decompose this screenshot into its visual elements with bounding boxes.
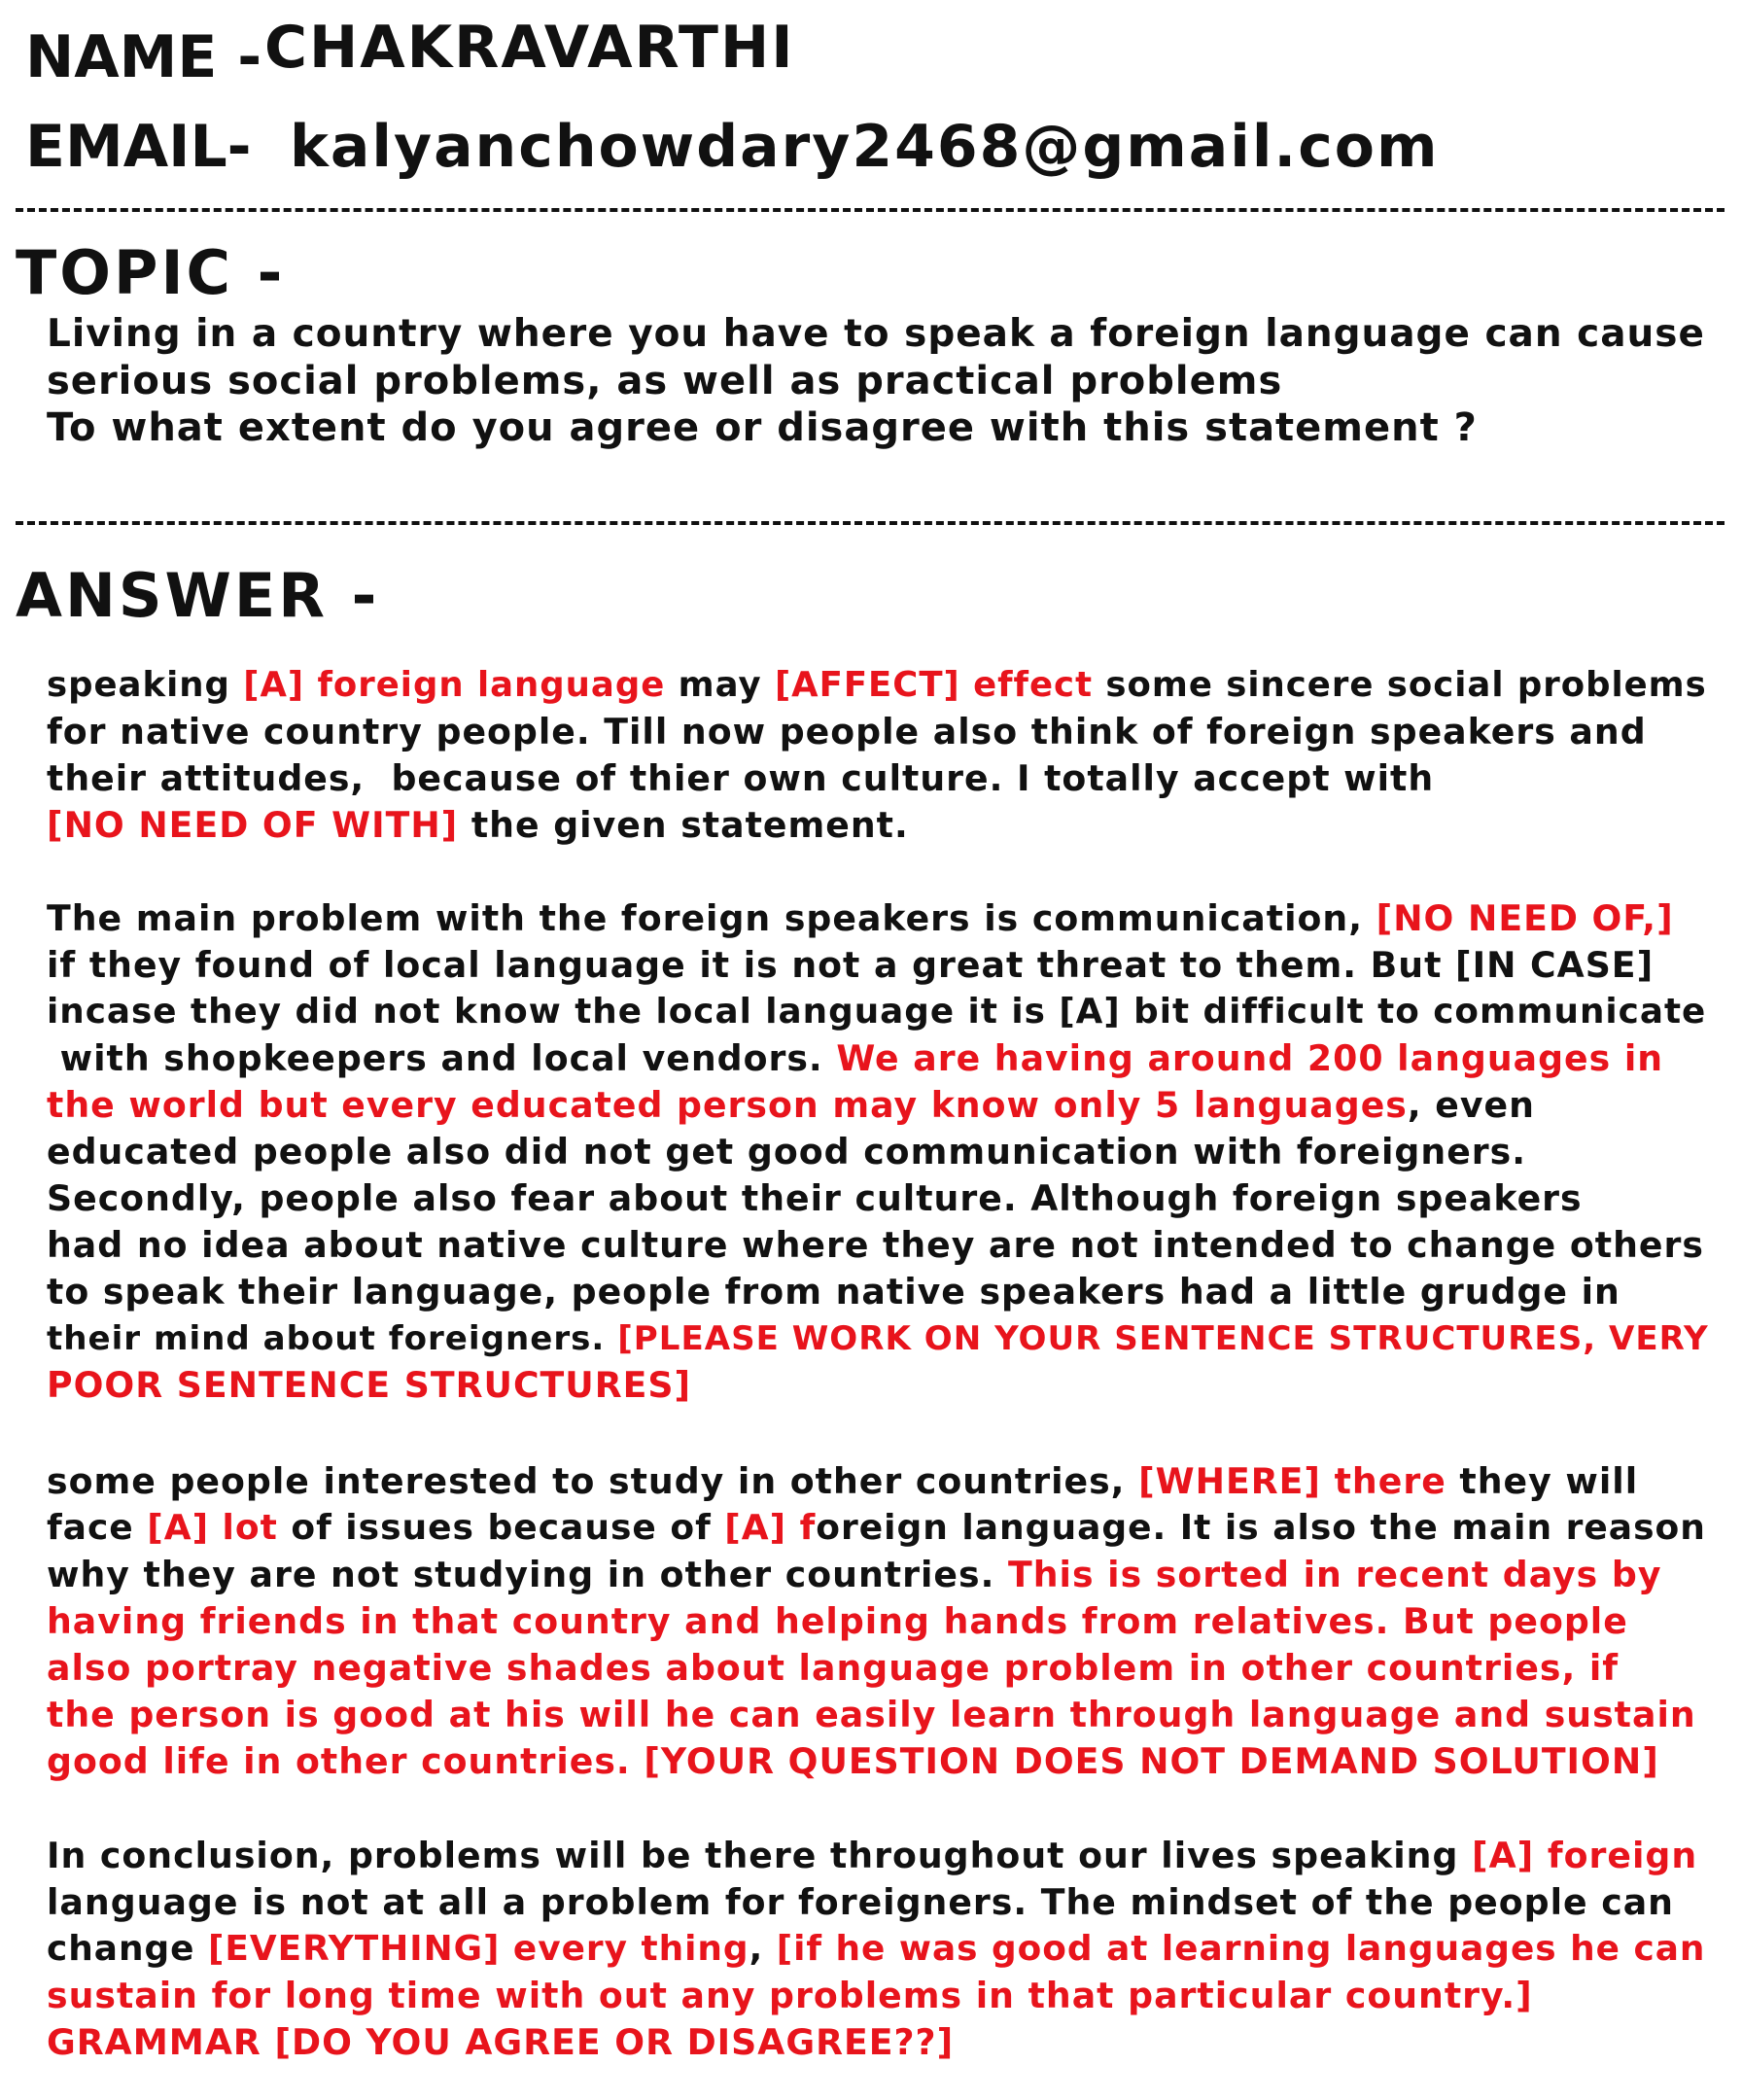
answer-line (47, 1692, 1738, 1738)
answer-line (47, 1645, 1738, 1692)
essay-text: their attitudes, because of thier own culture. I totally accept with (47, 757, 1435, 799)
answer-line (47, 1738, 1738, 1785)
answer-paragraph (47, 662, 1738, 849)
correction-text: POOR SENTENCE STRUCTURES] (47, 1364, 692, 1406)
correction-text: GRAMMAR [DO YOU AGREE OR DISAGREE??] (47, 2021, 955, 2063)
answer-line (47, 1926, 1738, 1973)
correction-text: [A] foreign (1472, 1835, 1698, 1876)
answer-heading: ANSWER - (16, 560, 380, 631)
correction-text: [NO NEED OF WITH] (47, 804, 459, 846)
correction-text: [A] f (724, 1508, 817, 1548)
essay-text: some sincere social problems (1093, 665, 1707, 705)
essay-text: why they are not studying in other countries. (47, 1554, 1008, 1595)
essay-text: with shopkeepers and local vendors. (47, 1037, 837, 1079)
answer-paragraph (47, 1833, 1738, 2066)
answer-line (47, 942, 1738, 989)
divider-middle (16, 521, 1725, 525)
essay-text: of issues because of (277, 1508, 725, 1548)
essay-text: the given statement. (458, 804, 909, 846)
correction-text: [NO NEED OF,] (1376, 897, 1674, 939)
answer-line (47, 1362, 1738, 1409)
correction-text: [PLEASE WORK ON YOUR SENTENCE STRUCTURES, VERY (617, 1319, 1709, 1358)
answer-line (47, 1315, 1738, 1362)
essay-text: Secondly, people also fear about their culture. Although foreign speakers (47, 1177, 1583, 1219)
topic-heading: TOPIC - (16, 237, 286, 308)
correction-text: This is sorted in recent days by (1007, 1554, 1662, 1595)
essay-text: In conclusion, problems will be there throughout our lives speaking (47, 1835, 1473, 1876)
answer-line (47, 709, 1738, 755)
answer-line (47, 1505, 1738, 1552)
answer-paragraph (47, 1458, 1738, 1785)
essay-text: change (47, 1929, 208, 1969)
answer-line (47, 1458, 1738, 1505)
correction-text: having friends in that country and helping hands from relatives. But people (47, 1600, 1628, 1642)
correction-text: sustain for long time with out any problems in that particular country.] (47, 1975, 1533, 2016)
essay-text: educated people also did not get good communication with foreigners. (47, 1131, 1527, 1172)
answer-line (47, 1222, 1738, 1269)
answer-line (47, 1129, 1738, 1175)
essay-text: their mind about foreigners. (47, 1319, 618, 1358)
correction-text: the person is good at his will he can easily learn through language and sustain (47, 1694, 1696, 1735)
essay-text: oreign language. It is also the main reason (816, 1508, 1706, 1548)
essay-text: , even (1407, 1084, 1535, 1126)
name-value: CHAKRAVARTHI (264, 14, 795, 82)
answer-line (47, 1973, 1738, 2019)
answer-line (47, 2019, 1738, 2066)
essay-text: , (749, 1929, 777, 1969)
essay-text: incase they did not know the local language it is [A] bit difficult to communicate (47, 992, 1707, 1032)
topic-line: serious social problems, as well as practical problems (47, 359, 1283, 403)
correction-text: [WHERE] there (1138, 1460, 1446, 1502)
email-label: EMAIL- (25, 113, 252, 181)
answer-line (47, 1269, 1738, 1315)
answer-line (47, 895, 1738, 942)
divider-top (16, 208, 1725, 212)
essay-text: if they found of local language it is not a great threat to them. But [IN CASE] (47, 944, 1655, 986)
topic-line: To what extent do you agree or disagree with this statement ? (47, 405, 1478, 450)
correction-text: good life in other countries. [YOUR QUESTION DOES NOT DEMAND SOLUTION] (47, 1740, 1659, 1782)
name-label: NAME - (25, 23, 262, 91)
answer-line (47, 1035, 1738, 1082)
essay-text: they will (1446, 1460, 1639, 1502)
essay-text: some people interested to study in other countries, (47, 1460, 1139, 1502)
answer-line (47, 802, 1738, 849)
essay-text: face (47, 1508, 148, 1548)
correction-text: [AFFECT] effect (774, 665, 1094, 705)
essay-text: language is not at all a problem for foreigners. The mindset of the people can (47, 1881, 1674, 1923)
answer-line (47, 662, 1738, 709)
answer-line (47, 1598, 1738, 1645)
answer-line (47, 1552, 1738, 1598)
answer-line (47, 1175, 1738, 1222)
correction-text: We are having around 200 languages in (836, 1037, 1664, 1079)
essay-text: speaking (47, 665, 244, 705)
answer-line (47, 1082, 1738, 1129)
correction-text: [EVERYTHING] every thing (208, 1929, 749, 1969)
answer-paragraph (47, 895, 1738, 1409)
answer-line (47, 1879, 1738, 1926)
correction-text: [A] lot (147, 1508, 278, 1548)
essay-text: The main problem with the foreign speakers is communication, (47, 897, 1376, 939)
correction-text: [A] foreign language (243, 665, 666, 705)
essay-text: to speak their language, people from native speakers had a little grudge in (47, 1271, 1620, 1312)
essay-text: had no idea about native culture where they are not intended to change others (47, 1224, 1704, 1266)
email-value: kalyanchowdary2468@gmail.com (290, 113, 1440, 181)
answer-line (47, 1833, 1738, 1879)
essay-text: for native country people. Till now people also think of foreign speakers and (47, 711, 1647, 752)
answer-line (47, 755, 1738, 802)
correction-text: the world but every educated person may know only 5 languages (47, 1084, 1408, 1126)
essay-text: may (665, 665, 775, 705)
topic-line: Living in a country where you have to speak a foreign language can cause (47, 312, 1705, 356)
correction-text: also portray negative shades about language problem in other countries, if (47, 1647, 1620, 1689)
topic-text (47, 311, 1719, 451)
answer-line (47, 989, 1738, 1035)
correction-text: [if he was good at learning languages he can (776, 1929, 1706, 1969)
